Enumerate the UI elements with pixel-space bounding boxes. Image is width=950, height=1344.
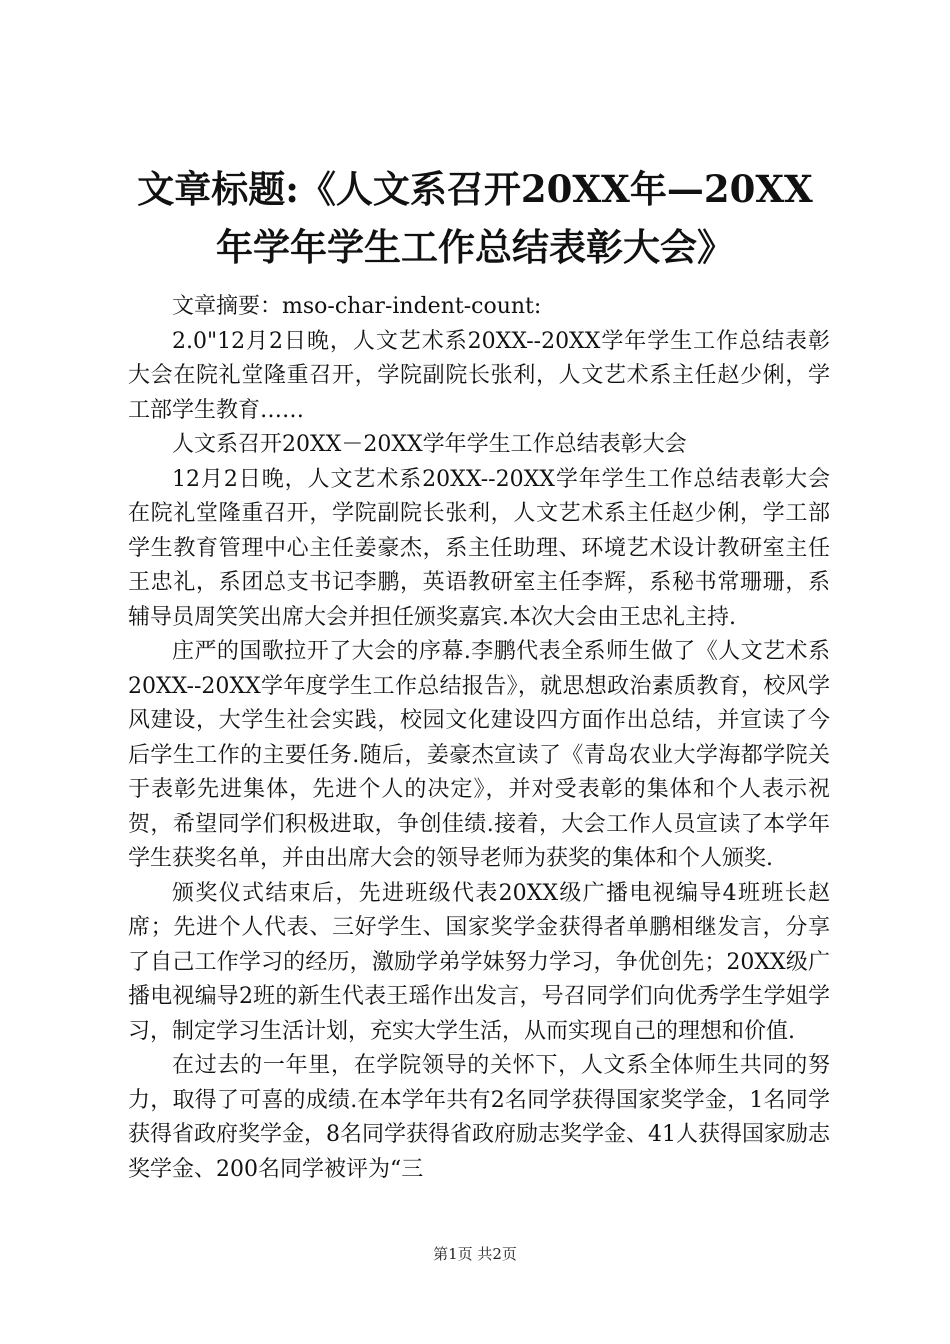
article-subtitle: 人文系召开20XX－20XX学年学生工作总结表彰大会 [172, 432, 687, 457]
abstract-label-paragraph: 文章摘要：mso-char-indent-count: [172, 294, 542, 319]
body-paragraph: 颁奖仪式结束后，先进班级代表20XX级广播电视编导4班班长赵席；先进个人代表、三好学生、国家奖学金获得者单鹏相继发言，分享了自己工作学习的经历，激励学弟学妹努力学习，争优创先；20XX级广播电视编导2班的新生代表王瑶作出发言，号召同学们向优秀学生学姐学习，制定学习生活计划，充实大学生活，从而实现自己的理想和价值. [128, 880, 830, 1044]
document-title: 文章标题:《人文系召开20XX年—20XX年学年学生工作总结表彰大会》 [137, 167, 813, 269]
abstract-paragraph: 2.0"12月2日晚，人文艺术系20XX--20XX学年学生工作总结表彰大会在院礼堂隆重召开，学院副院长张利，人文艺术系主任赵少俐，学工部学生教育…… [128, 328, 830, 423]
page-number-footer: 第1页 共2页 [433, 1245, 517, 1263]
body-paragraph: 在过去的一年里，在学院领导的关怀下，人文系全体师生共同的努力，取得了可喜的成绩.在本学年共有2名同学获得国家奖学金，1名同学获得省政府奖学金，8名同学获得省政府励志奖学金、41人获得国家励志奖学金、200名同学被评为“三 [128, 1053, 830, 1182]
body-paragraph: 12月2日晚，人文艺术系20XX--20XX学年学生工作总结表彰大会在院礼堂隆重召开，学院副院长张利，人文艺术系主任赵少俐，学工部学生教育管理中心主任姜豪杰，系主任助理、环境艺术设计教研室主任王忠礼，系团总支书记李鹏，英语教研室主任李辉，系秘书常珊珊，系辅导员周笑笑出席大会并担任颁奖嘉宾.本次大会由王忠礼主持. [128, 466, 830, 630]
document-body [128, 290, 830, 1187]
body-paragraph: 庄严的国歌拉开了大会的序幕.李鹏代表全系师生做了《人文艺术系20XX--20XX学年度学生工作总结报告》，就思想政治素质教育，校风学风建设，大学生社会实践，校园文化建设四方面作出总结，并宣读了今后学生工作的主要任务.随后，姜豪杰宣读了《青岛农业大学海都学院关于表彰先进集体，先进个人的决定》，并对受表彰的集体和个人表示祝贺，希望同学们积极进取，争创佳绩.接着，大会工作人员宣读了本学年学生获奖名单，并由出席大会的领导老师为获奖的集体和个人颁奖. [128, 639, 830, 871]
